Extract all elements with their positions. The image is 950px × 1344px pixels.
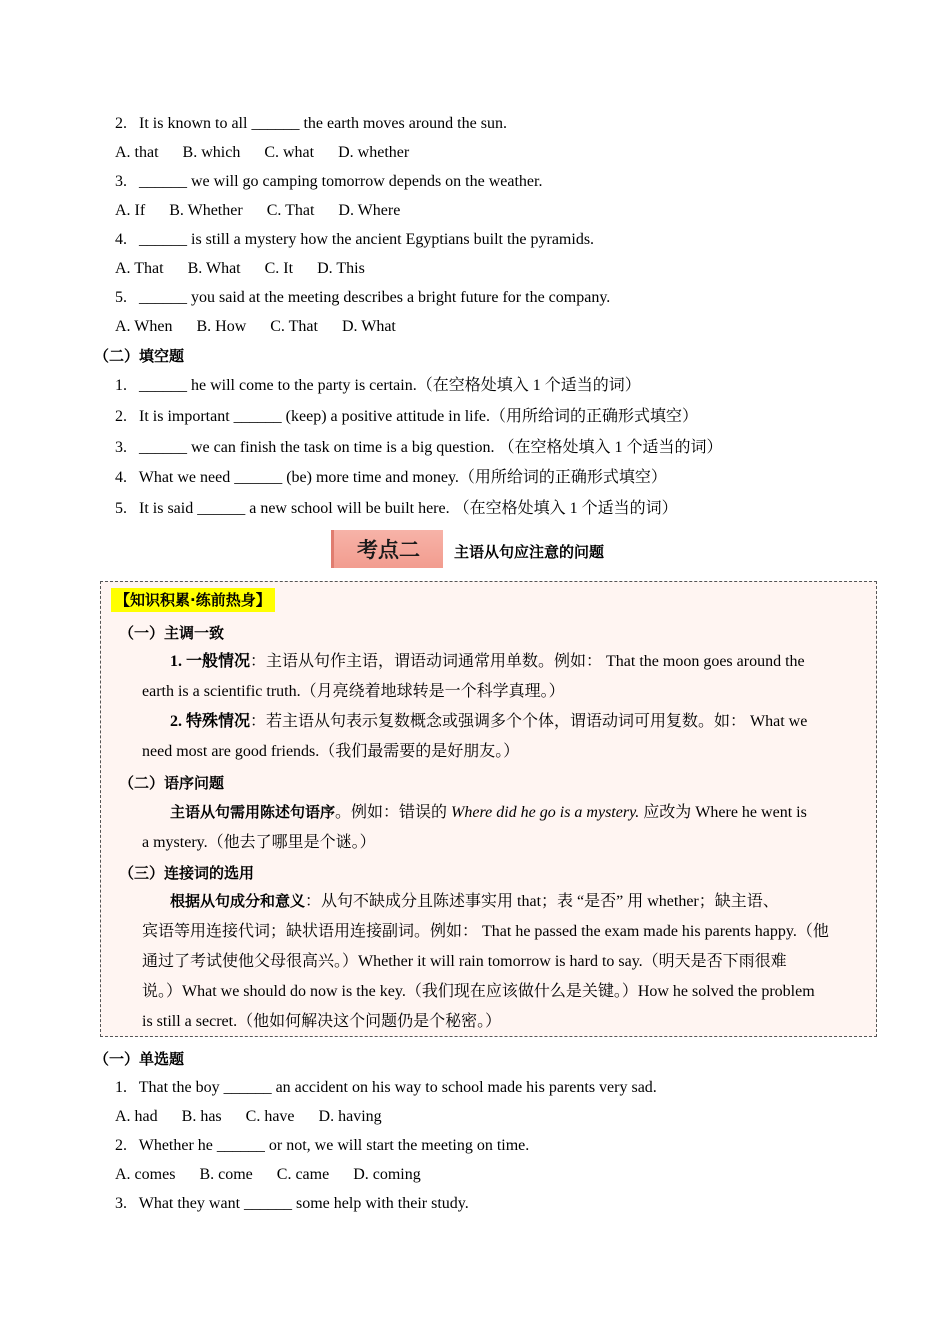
paragraph-label: 主语从句需用陈述句语序 <box>170 803 336 821</box>
option: D. This <box>317 260 365 277</box>
knowledge-heading: （三）连接词的选用 <box>119 864 255 882</box>
option: B. has <box>181 1108 222 1125</box>
question-options <box>115 259 389 279</box>
fill-item: 4. What we need ______ (be) more time and money.（用所给词的正确形式填空） <box>115 469 667 486</box>
fill-item: 5. It is said ______ a new school will be built here. （在空格处填入 1 个适当的词） <box>115 500 678 517</box>
option: D. What <box>341 318 396 335</box>
question-stem: 3. ______ we will go camping tomorrow depends on the weather. <box>115 173 543 190</box>
knowledge-paragraph <box>142 886 865 1037</box>
option: A. comes <box>115 1166 176 1183</box>
option: B. which <box>182 144 241 161</box>
option: A. If <box>115 202 146 219</box>
knowledge-paragraph <box>142 797 865 858</box>
topic-title: 主语从句应注意的问题 <box>454 543 605 561</box>
topic-badge-label: 考点二 <box>357 538 420 562</box>
paragraph-text: ：主语从句作主语，谓语动词通常用单数。例如： That the moon goes around the <box>250 653 805 670</box>
question-options <box>115 201 424 221</box>
question-stem: 3. What they want ______ some help with their study. <box>115 1195 469 1212</box>
paragraph-label: 根据从句成分和意义 <box>170 892 306 910</box>
question-stem: 5. ______ you said at the meeting describes a bright future for the company. <box>115 289 611 306</box>
paragraph-text: need most are good friends.（我们最需要的是好朋友。） <box>142 743 520 760</box>
topic-badge <box>331 530 443 568</box>
paragraph-text: 通过了考试使他父母很高兴。）Whether it will rain tomorrow is hard to say.（明天是否下雨很难 <box>142 953 787 970</box>
question-stem: 1. That the boy ______ an accident on his way to school made his parents very sad. <box>115 1079 657 1096</box>
question-stem: 2. It is known to all ______ the earth moves around the sun. <box>115 115 507 132</box>
paragraph-text: 宾语等用连接代词；缺状语用连接副词。例如： That he passed the exam made his parents happy.（他 <box>142 923 829 940</box>
section-heading: （一）单选题 <box>94 1050 185 1068</box>
paragraph-text: 说。）What we should do now is the key.（我们现在应该做什么是关键。）How he solved the problem <box>142 983 815 1000</box>
option: A. that <box>115 144 159 161</box>
wrong-example: Where did he go is a mystery. <box>451 804 640 821</box>
question-options <box>115 1165 445 1185</box>
section-heading: （二）填空题 <box>94 347 185 365</box>
paragraph-text: 应改为 Where he went is <box>639 804 807 821</box>
option: D. coming <box>353 1166 421 1183</box>
paragraph-text: a mystery.（他去了哪里是个谜。） <box>142 834 376 851</box>
question-options <box>115 1107 406 1127</box>
paragraph-text: ：若主语从句表示复数概念或强调多个个体，谓语动词可用复数。如： What we <box>250 713 808 730</box>
paragraph-label: 1. 一般情况 <box>170 653 251 670</box>
knowledge-heading: （二）语序问题 <box>119 774 225 792</box>
paragraph-text: earth is a scientific truth.（月亮绕着地球转是一个科学真理。） <box>142 683 565 700</box>
fill-item: 1. ______ he will come to the party is certain.（在空格处填入 1 个适当的词） <box>115 377 641 394</box>
paragraph-label: 2. 特殊情况 <box>170 713 251 730</box>
knowledge-tag: 【知识积累·练前热身】 <box>111 588 275 612</box>
option: A. When <box>115 318 173 335</box>
option: C. have <box>245 1108 295 1125</box>
paragraph-text: is still a secret.（他如何解决这个问题仍是个秘密。） <box>142 1013 502 1030</box>
option: A. That <box>115 260 164 277</box>
option: D. whether <box>338 144 410 161</box>
option: B. What <box>187 260 241 277</box>
option: C. what <box>264 144 315 161</box>
option: D. having <box>318 1108 382 1125</box>
option: B. come <box>199 1166 253 1183</box>
paragraph-text: 。例如：错误的 <box>335 804 452 821</box>
option: C. That <box>266 202 315 219</box>
fill-item: 3. ______ we can finish the task on time is a big question. （在空格处填入 1 个适当的词） <box>115 439 723 456</box>
question-stem: 4. ______ is still a mystery how the ancient Egyptians built the pyramids. <box>115 231 595 248</box>
fill-item: 2. It is important ______ (keep) a positive attitude in life.（用所给词的正确形式填空） <box>115 408 699 425</box>
option: B. Whether <box>169 202 243 219</box>
option: C. That <box>270 318 318 335</box>
question-options <box>115 143 433 163</box>
paragraph-text: ：从句不缺成分且陈述事实用 that；表 “是否” 用 whether；缺主语、 <box>305 893 779 910</box>
option: B. How <box>196 318 247 335</box>
option: C. came <box>276 1166 330 1183</box>
question-stem: 2. Whether he ______ or not, we will start the meeting on time. <box>115 1137 530 1154</box>
knowledge-heading: （一）主调一致 <box>119 624 225 642</box>
option: A. had <box>115 1108 158 1125</box>
option: C. It <box>264 260 294 277</box>
question-options <box>115 317 420 337</box>
option: D. Where <box>338 202 401 219</box>
knowledge-paragraph <box>142 647 865 767</box>
